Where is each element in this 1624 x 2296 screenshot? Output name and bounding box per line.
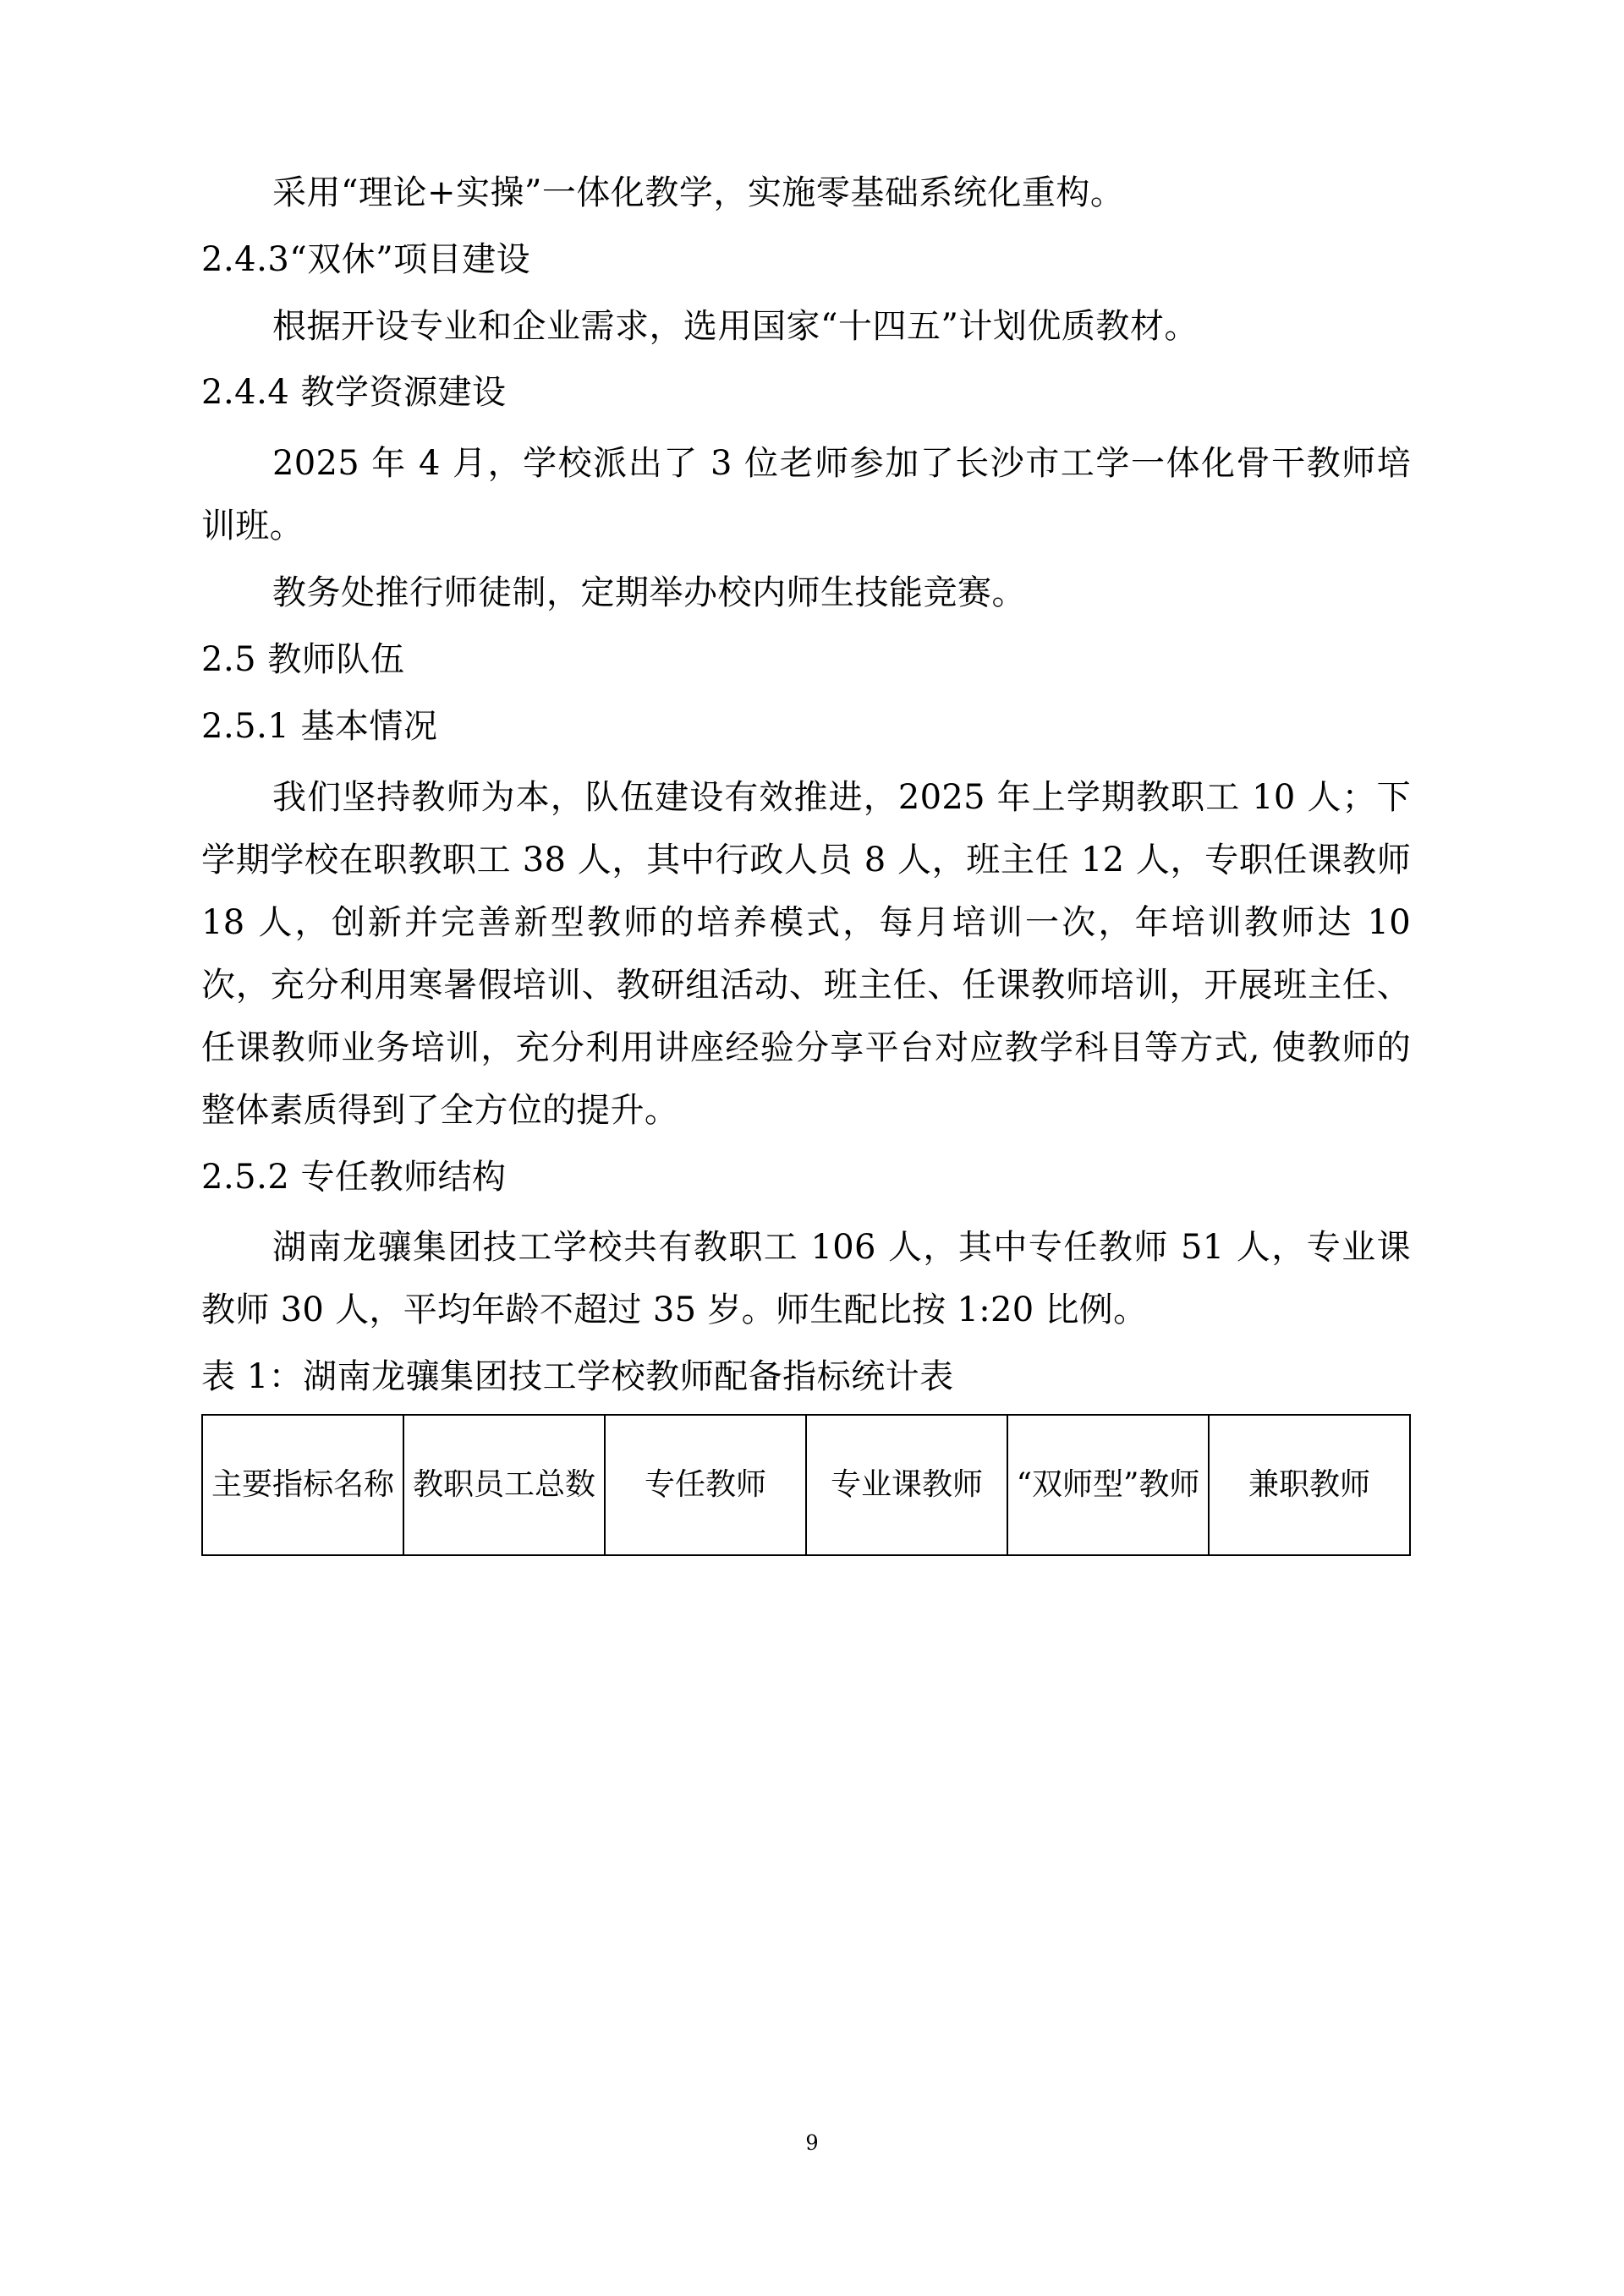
paragraph-textbook-selection: 根据开设专业和企业需求，选用国家“十四五”计划优质教材。 xyxy=(272,306,1199,346)
table-header-cell-major-course-teachers: 专业课教师 xyxy=(806,1415,1007,1555)
page-number: 9 xyxy=(805,2131,819,2155)
paragraph-faculty-overview: 我们坚持教师为本，队伍建设有效推进，2025 年上学期教职工 10 人；下学期学校在职教职工 38 人，其中行政人员 8 人，班主任 12 人，专职任课教师 18 人，创新并完善新型教师的培养模式，每月培训一次，年培训教师达 10 次，充分利用寒暑假培训、教研组活动、班主任、任课教师培训，开展班主任、任课教师业务培训，充分利用讲座经验分享平台对应教学科目等方式, 使教师的整体素质得到了全方位的提升。 xyxy=(201,777,1411,1130)
teacher-indicator-table xyxy=(201,1414,1411,1556)
table-header-cell-fulltime-teachers: 专任教师 xyxy=(605,1415,806,1555)
heading-2-5-2: 2.5.2 专任教师结构 xyxy=(201,1157,507,1197)
heading-2-5: 2.5 教师队伍 xyxy=(201,639,405,679)
table-header-cell-indicator-name: 主要指标名称 xyxy=(202,1415,403,1555)
heading-2-4-3: 2.4.3“双休”项目建设 xyxy=(201,239,531,279)
table-header-row xyxy=(202,1415,1410,1555)
table-caption: 表 1：湖南龙骧集团技工学校教师配备指标统计表 xyxy=(201,1357,954,1397)
paragraph-fulltime-teacher-structure: 湖南龙骧集团技工学校共有教职工 106 人，其中专任教师 51 人，专业课教师 30 人，平均年龄不超过 35 岁。师生配比按 1:20 比例。 xyxy=(201,1228,1411,1330)
table-header-cell-dual-qualified-teachers: “双师型”教师 xyxy=(1007,1415,1209,1555)
paragraph-mentorship: 教务处推行师徒制，定期举办校内师生技能竞赛。 xyxy=(272,573,1026,613)
paragraph-teacher-training-trip: 2025 年 4 月，学校派出了 3 位老师参加了长沙市工学一体化骨干教师培训班。 xyxy=(201,444,1411,546)
table-header-cell-total-staff: 教职员工总数 xyxy=(403,1415,605,1555)
heading-2-5-1: 2.5.1 基本情况 xyxy=(201,706,438,746)
table-header-cell-parttime-teachers: 兼职教师 xyxy=(1209,1415,1410,1555)
heading-2-4-4: 2.4.4 教学资源建设 xyxy=(201,373,507,413)
document-body xyxy=(201,166,1411,1556)
paragraph-teaching-method: 采用“理论+实操”一体化教学，实施零基础系统化重构。 xyxy=(272,173,1125,212)
